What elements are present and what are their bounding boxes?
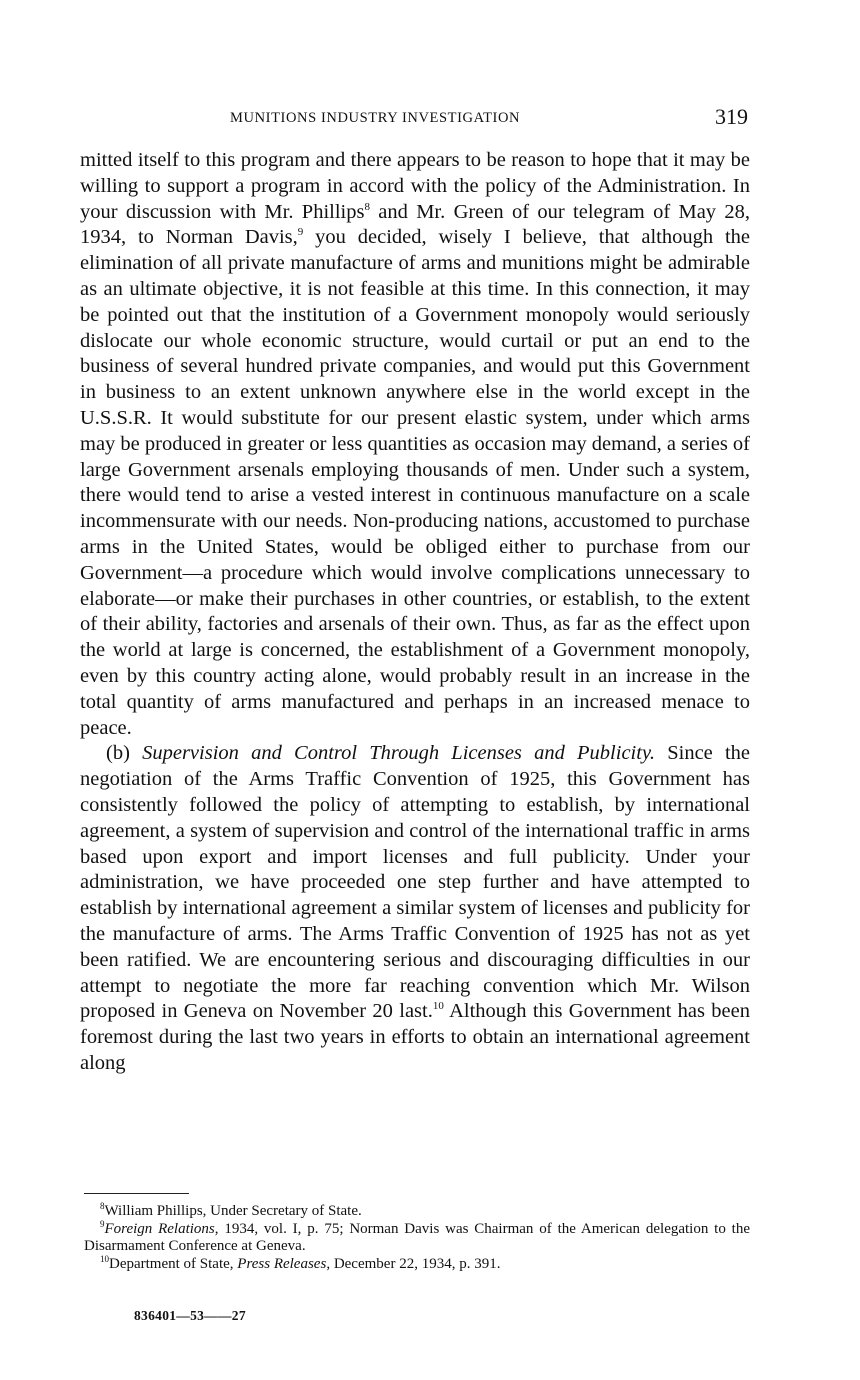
paragraph-supervision-control: (b) Supervision and Control Through Licenses and Publicity. Since the negotiation of the Arms Traffic Convention of 1925, this Government has consistently followed the policy of attempting to establish, by international agreement, a system of supervision and control of the international traffic in arms based upon export and import licenses and full publicity. Under your administration, we have proceeded one step further and have attempted to establish by international agreement a similar system of licenses and publicity for the manufacture of arms. The Arms Traffic Convention of 1925 has not as yet been ratified. We are encountering serious and discouraging difficulties in our attempt to negotiate the more far reaching convention which Mr. Wilson proposed in Geneva on November 20 last.$^{10}$ Although this Government has been foremost during the last two years in efforts to obtain an international agreement along — [80, 742, 751, 1074]
page-header — [80, 104, 750, 132]
footnotes — [84, 1203, 750, 1273]
footnote-ref-9: 9 — [297, 226, 304, 239]
printer-code: 836401—53——27 — [134, 1308, 246, 1323]
footnote-9: $^9$Foreign Relations, 1934, vol. I, p. 75; Norman Davis was Chairman of the American delegation to the Disarmament Conference at Geneva. — [84, 1218, 750, 1254]
section-label: (b) — [106, 742, 130, 765]
paragraph-continuation: mitted itself to this program and there appears to be reason to hope that it may be willing to support a program in accord with the policy of the Administration. In your discussion with Mr. Phillips$^8$ and Mr. Green of our telegram of May 28, 1934, to Norman Davis,$^9$ you decided, wisely I believe, that although the elimination of all private manufacture of arms and munitions might be admirable as an ultimate objective, it is not feasible at this time. In this connection, it may be pointed out that the institution of a Government monopoly would seriously dislocate our whole economic structure, would curtail or put an end to the business of several hundred private companies, and would put this Government in business to an extent unknown anywhere else in the world except in the U.S.S.R. It would substitute for our present elastic system, under which arms may be produced in greater or less quantities as occasion may demand, a series of large Government arsenals employing thousands of men. Under such a system, there would tend to arise a vested interest in continuous manufacture on a scale incommensurate with our needs. Non-producing nations, accustomed to purchase arms in the United States, would be obliged either to purchase from our Government—a procedure which would involve complications unnecessary to elaborate—or make their purchases in other countries, or establish, to the extent of their ability, factories and arsenals of their own. Thus, as far as the effect upon the world at large is concerned, the establishment of a Government monopoly, even by this country acting alone, would probably result in an increase in the total quantity of arms manufactured and perhaps in an increased menace to peace. — [80, 149, 751, 739]
footnote-8: $^8$William Phillips, Under Secretary of State. — [100, 1201, 362, 1219]
footnote-divider — [84, 1193, 189, 1194]
footnote-10: $^{10}$Department of State, Press Releases, December 22, 1934, p. 391. — [100, 1253, 501, 1272]
page-number: 319 — [715, 104, 748, 129]
body-text — [80, 148, 750, 1077]
footnote-ref-10: 10 — [432, 1000, 444, 1013]
section-heading: Supervision and Control Through Licenses and Publicity. — [142, 742, 656, 765]
footnote-ref-8: 8 — [364, 200, 370, 213]
running-head: MUNITIONS INDUSTRY INVESTIGATION — [230, 110, 521, 126]
